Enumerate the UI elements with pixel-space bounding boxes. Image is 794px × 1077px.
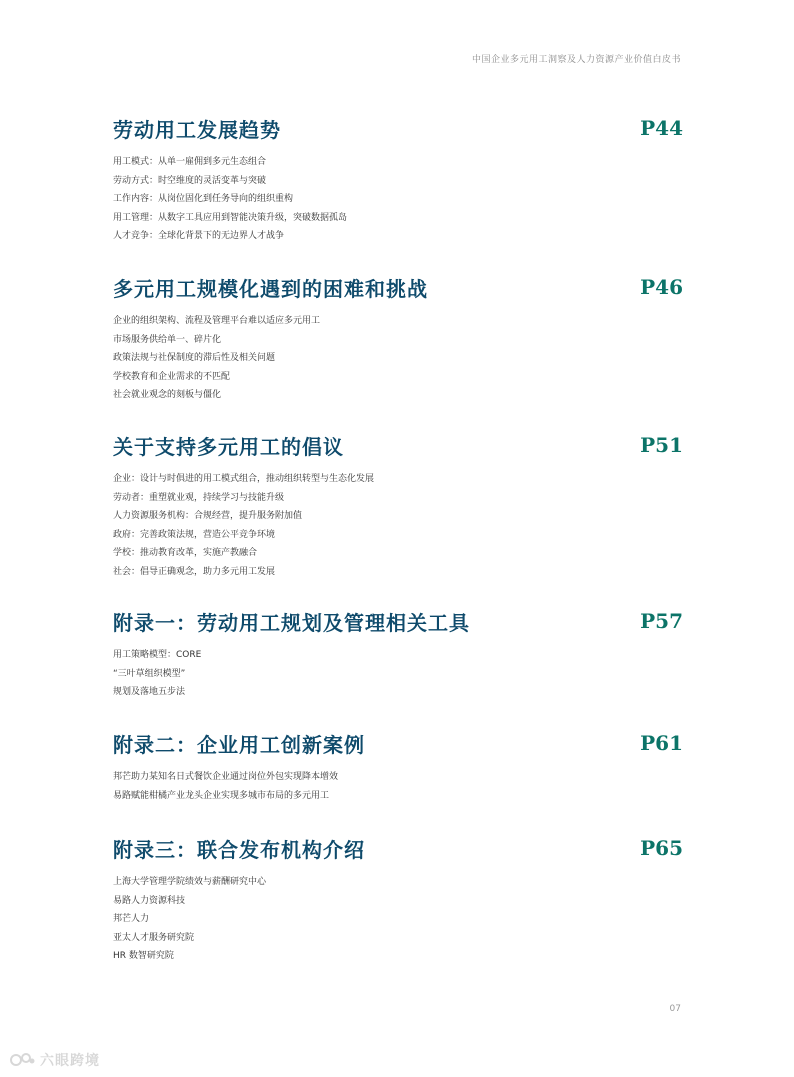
toc-item: “三叶草组织模型” xyxy=(113,668,186,679)
toc-item: 政策法规与社保制度的滞后性及相关问题 xyxy=(113,353,276,363)
section-page-ref[interactable]: P51 xyxy=(640,433,683,457)
section-title[interactable]: 附录三：联合发布机构介绍 xyxy=(113,838,365,862)
section-title[interactable]: 附录二：企业用工创新案例 xyxy=(113,733,365,757)
toc-item: 用工管理：从数字工具应用到智能决策升级，突破数据孤岛 xyxy=(113,212,348,223)
toc-item: 邦芒人力 xyxy=(113,914,150,924)
section-title[interactable]: 劳动用工发展趋势 xyxy=(113,118,281,142)
toc-item: 学校教育和企业需求的不匹配 xyxy=(113,371,231,382)
section-page-ref[interactable]: P46 xyxy=(640,275,683,299)
toc-section-1 xyxy=(113,117,683,246)
toc-item: 用工策略模型：CORE xyxy=(113,650,202,660)
toc-item: 企业：设计与时俱进的用工模式组合，推动组织转型与生态化发展 xyxy=(113,474,375,484)
toc-item: 社会：倡导正确观念，助力多元用工发展 xyxy=(113,566,276,577)
toc-item: HR 数智研究院 xyxy=(113,951,174,961)
toc-section-appendix-2 xyxy=(113,732,683,805)
toc-item: 人才竞争：全球化背景下的无边界人才战争 xyxy=(113,231,285,241)
toc-item: 易路赋能柑橘产业龙头企业实现多城市布局的多元用工 xyxy=(113,790,330,801)
section-page-ref[interactable]: P44 xyxy=(640,116,683,140)
toc-section-3 xyxy=(113,434,683,581)
section-page-ref[interactable]: P57 xyxy=(640,609,683,633)
section-page-ref[interactable]: P61 xyxy=(640,731,683,755)
toc-item: 邦芒助力某知名日式餐饮企业通过岗位外包实现降本增效 xyxy=(113,772,339,782)
toc-item: 劳动者：重塑就业观，持续学习与技能升级 xyxy=(113,492,285,503)
toc-item: 企业的组织架构、流程及管理平台难以适应多元用工 xyxy=(113,316,321,326)
toc-section-appendix-3 xyxy=(113,837,683,966)
watermark-logo-icon xyxy=(10,1051,36,1069)
toc-item: 上海大学管理学院绩效与薪酬研究中心 xyxy=(113,877,267,887)
toc-item: 政府：完善政策法规，营造公平竞争环境 xyxy=(113,529,276,540)
page-number: 07 xyxy=(669,1004,681,1014)
toc-item: 用工模式：从单一雇佣到多元生态组合 xyxy=(113,157,267,167)
toc-item: 工作内容：从岗位固化到任务导向的组织重构 xyxy=(113,194,294,204)
toc-item: 市场服务供给单一、碎片化 xyxy=(113,334,222,345)
toc-item: 社会就业观念的刻板与僵化 xyxy=(113,390,222,400)
toc-item: 人力资源服务机构：合规经营，提升服务附加值 xyxy=(113,511,303,521)
toc-item: 学校：推动教育改革，实施产教融合 xyxy=(113,548,258,558)
watermark xyxy=(10,1050,100,1070)
toc-section-2 xyxy=(113,276,683,405)
toc-item: 劳动方式：时空维度的灵活变革与突破 xyxy=(113,175,267,186)
toc-section-appendix-1 xyxy=(113,610,683,702)
toc-item: 规划及落地五步法 xyxy=(113,687,186,697)
running-header: 中国企业多元用工洞察及人力资源产业价值白皮书 xyxy=(471,55,681,65)
section-title[interactable]: 关于支持多元用工的倡议 xyxy=(113,435,344,459)
toc-item: 亚太人才服务研究院 xyxy=(113,932,195,943)
section-title[interactable]: 多元用工规模化遇到的困难和挑战 xyxy=(113,277,428,301)
section-page-ref[interactable]: P65 xyxy=(640,836,683,860)
toc-item: 易路人力资源科技 xyxy=(113,895,186,906)
section-title[interactable]: 附录一：劳动用工规划及管理相关工具 xyxy=(113,611,470,635)
watermark-text: 六眼跨境 xyxy=(40,1053,100,1069)
